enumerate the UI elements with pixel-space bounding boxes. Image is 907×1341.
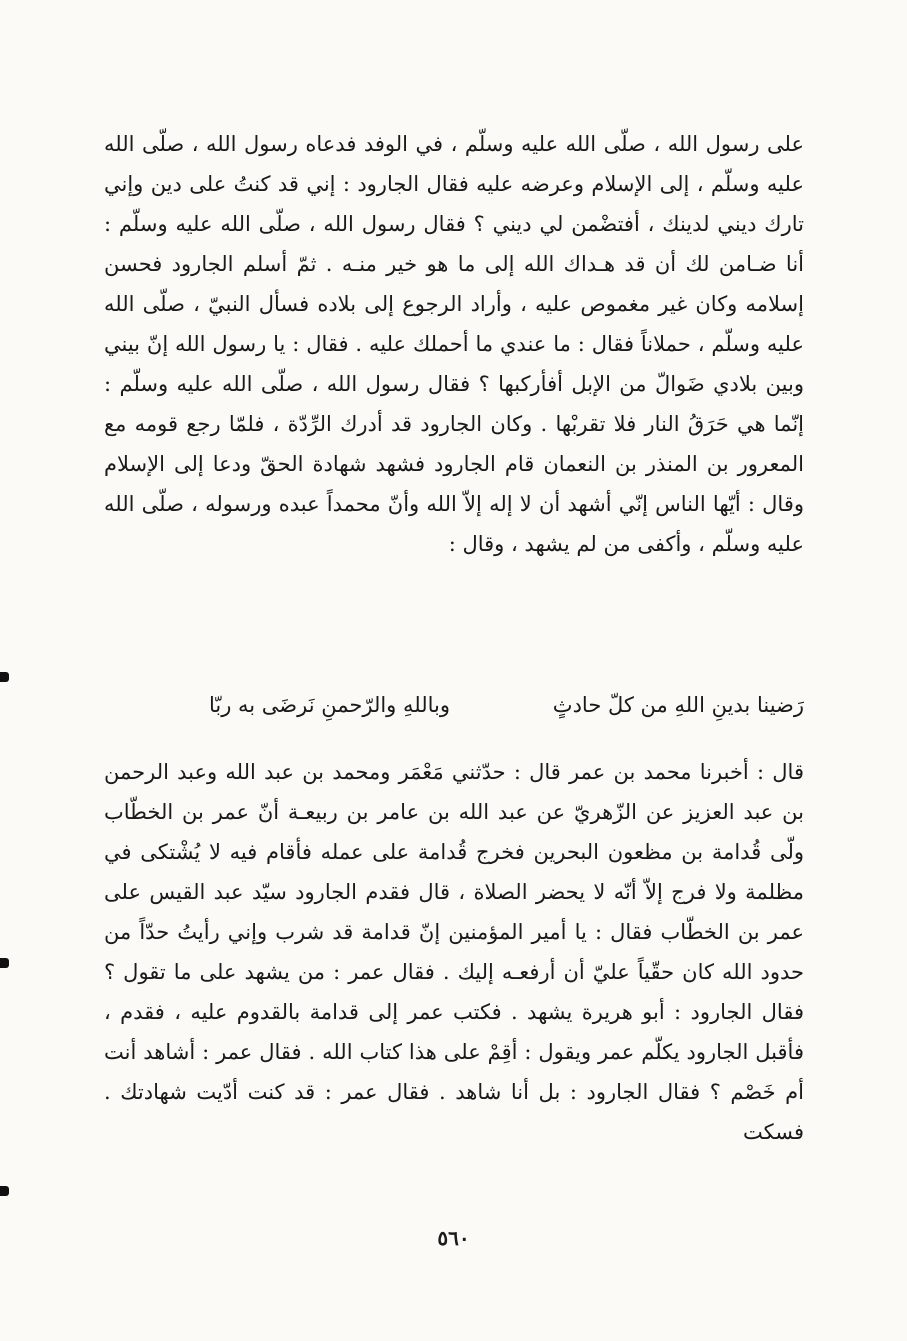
paragraph-text: على رسول الله ، صلّى الله عليه وسلّم ، في الوفد فدعاه رسول الله ، صلّى الله عليه وسلّم ، إلى الإسلام وعرضه عليه فقال الجارود : إني قد كنتُ على دين وإني تارك ديني لدينك ، أفتضْمن لي ديني ؟ فقال رسول الله ، صلّى الله عليه وسلّم : أنا ضـامن لك أن قد هـداك الله إلى ما هو خير منـه . ثمّ أسلم الجارود فحسن إسلامه وكان غير مغموص عليه ، وأراد الرجوع إلى بلاده فسأل النبيّ ، صلّى الله عليه وسلّم ، حملاناً فقال : ما عندي ما أحملك عليه . فقال : يا رسول الله إنّ بيني وبين بلادي ضَوالّ من الإبل أفأركبها ؟ فقال رسول الله ، صلّى الله عليه وسلّم : إنّما هي حَرَقُ النار فلا تقربْها . وكان الجارود قد أدرك الرِّدّة ، فلمّا رجع قومه مع المعرور بن المنذر بن النعمان قام الجارود فشهد شهادة الحقّ ودعا إلى الإسلام وقال : أيّها الناس إنّي أشهد أن لا إله إلاّ الله وأنّ محمداً عبده ورسوله ، صلّى الله عليه وسلّم ، وأكفى من لم يشهد ، وقال : — [104, 132, 805, 556]
paragraph-jarud-conversion — [104, 124, 804, 564]
scan-edge-mark — [0, 958, 9, 968]
paragraph-text: قال : أخبرنا محمد بن عمر قال : حدّثني مَعْمَر ومحمد بن عبد الله وعبد الرحمن بن عبد العزيز عن الزّهريّ عن عبد الله بن عامر بن ربيعـة أنّ عمر بن الخطّاب ولّى قُدامة بن مظعون البحرين فخرج قُدامة على عمله فأقام فيه لا يُشْتكى في مظلمة ولا فرج إلاّ أنّه لا يحضر الصلاة ، قال فقدم الجارود سيّد عبد القيس على عمر بن الخطّاب فقال : يا أمير المؤمنين إنّ قدامة قد شرب وإني رأيتُ حدّاً من حدود الله كان حقّياً عليّ أن أرفعـه إليك . فقال عمر : من يشهد على ما تقول ؟ فقال الجارود : أبو هريرة يشهد . فكتب عمر إلى قدامة بالقدوم عليه ، فقدم ، فأقبل الجارود يكلّم عمر ويقول : أقِمْ على هذا كتاب الله . فقال عمر : أشاهد أنت أم خَصْم ؟ فقال الجارود : بل أنا شاهد . فقال عمر : قد كنت أدّيت شهادتك . فسكت — [104, 760, 804, 1144]
verse-first-hemistich: رَضينا بدينِ اللهِ من كلّ حادثٍ — [552, 693, 804, 717]
paragraph-qudama-testimony — [104, 752, 804, 1152]
poetry-verse — [120, 685, 804, 725]
verse-second-hemistich: وباللهِ والرّحمنِ نَرضَى به ربّا — [208, 693, 450, 717]
scan-edge-mark — [0, 672, 9, 682]
scan-edge-mark — [0, 1186, 9, 1196]
page-number: ٥٦٠ — [437, 1226, 470, 1250]
